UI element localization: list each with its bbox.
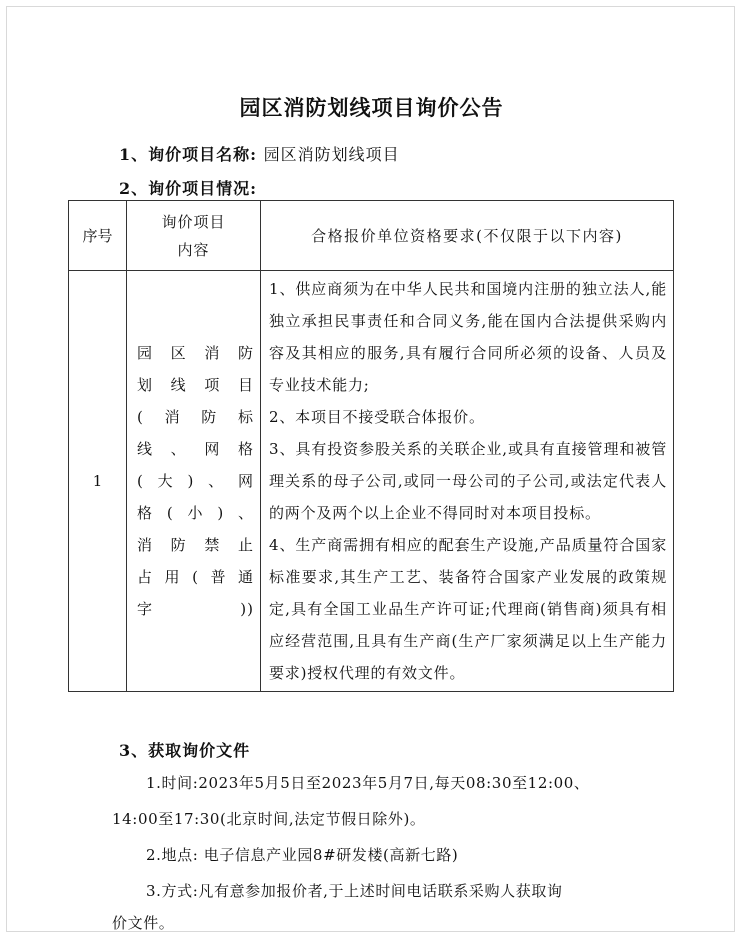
header-item-line1: 询价项目 <box>161 212 226 231</box>
item-content-line: 占用(普通 <box>137 568 254 586</box>
requirement-item: 1、供应商须为在中华人民共和国境内注册的独立法人,能独立承担民事责任和合同义务,能在国内合法提供采购内容及其相应的服务,具有履行合同所必须的设备、人员及专业技术能力; <box>269 280 667 394</box>
item-content-line: (消防标 <box>137 408 254 426</box>
table-header-row <box>69 201 674 271</box>
header-item-line2: 内容 <box>177 240 210 259</box>
section-1-heading <box>119 142 400 165</box>
item-content-line: 园区消防 <box>137 344 254 362</box>
requirements-table <box>68 200 674 692</box>
table-row <box>69 271 674 692</box>
item-content-line: (大)、网 <box>137 472 254 490</box>
section-2-heading: 2、询价项目情况: <box>119 179 258 198</box>
time-line-1: 1.时间:2023年5月5日至2023年5月7日,每天08:30至12:00、 <box>146 774 590 792</box>
section-3-heading: 3、获取询价文件 <box>119 741 251 760</box>
section-1-label: 1、询价项目名称: <box>119 145 258 164</box>
item-content-line: 消防禁止 <box>137 536 254 554</box>
page-title: 园区消防划线项目询价公告 <box>239 95 504 120</box>
method-line-1: 3.方式:凡有意参加报价者,于上述时间电话联系采购人获取询 <box>146 882 563 900</box>
item-content-line: 划线项目 <box>137 376 254 394</box>
row-requirements <box>261 271 674 692</box>
place-line: 2.地点: 电子信息产业园8#研发楼(高新七路) <box>146 846 459 864</box>
row-no: 1 <box>69 271 127 692</box>
item-content-line: 线、网格 <box>137 440 254 458</box>
row-item-content <box>127 271 261 692</box>
item-content-line: 字)) <box>137 600 254 618</box>
header-requirements: 合格报价单位资格要求(不仅限于以下内容) <box>261 201 674 271</box>
header-item <box>127 201 261 271</box>
header-no: 序号 <box>69 201 127 271</box>
item-content-text <box>127 337 260 625</box>
project-name: 园区消防划线项目 <box>263 145 400 164</box>
time-line-2: 14:00至17:30(北京时间,法定节假日除外)。 <box>112 810 426 828</box>
requirement-item: 4、生产商需拥有相应的配套生产设施,产品质量符合国家标准要求,其生产工艺、装备符合国家产业发展的政策规定,具有全国工业品生产许可证;代理商(销售商)须具有相应经营范围,且具有生产商(生产厂家须满足以上生产能力要求)授权代理的有效文件。 <box>269 536 667 682</box>
requirement-item: 3、具有投资参股关系的关联企业,或具有直接管理和被管理关系的母子公司,或同一母公司的子公司,或法定代表人的两个及两个以上企业不得同时对本项目投标。 <box>269 440 667 522</box>
item-content-line: 格(小)、 <box>137 504 254 522</box>
requirement-item: 2、本项目不接受联合体报价。 <box>269 408 485 426</box>
method-line-2: 价文件。 <box>112 914 175 932</box>
requirements-text <box>261 271 673 691</box>
